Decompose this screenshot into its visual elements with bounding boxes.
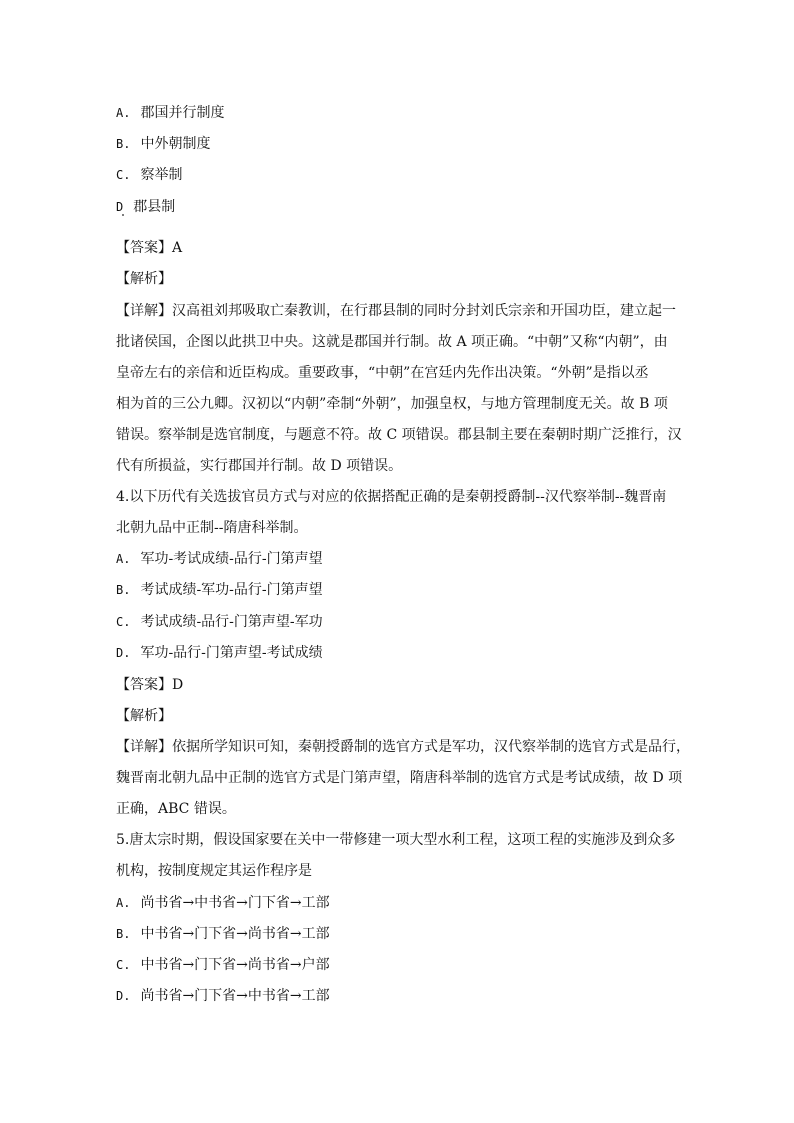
q5-stem-line: 机构，按制度规定其运作程序是 (116, 863, 312, 879)
q3-option-c: C. 察举制 (116, 167, 183, 183)
q3-detail-line: 代有所损益，实行郡国并行制。故 D 项错误。 (116, 458, 403, 474)
q3-option-a: A. 郡国并行制度 (116, 105, 225, 121)
q4-option-c: C. 考试成绩-品行-门第声望-军功 (116, 614, 323, 630)
q3-answer: 【答案】A (116, 240, 183, 256)
q3-detail-line: 【详解】汉高祖刘邦吸取亡秦教训，在行郡县制的同时分封刘氏宗亲和开国功臣，建立起一 (116, 303, 676, 319)
q4-option-b: B. 考试成绩-军功-品行-门第声望 (116, 582, 323, 598)
q4-detail-line: 【详解】依据所学知识可知，秦朝授爵制的选官方式是军功，汉代察举制的选官方式是品行， (116, 739, 690, 755)
q5-option-d: D. 尚书省→门下省→中书省→工部 (116, 988, 330, 1004)
q4-detail-line: 正确，ABC 错误。 (116, 801, 236, 817)
q3-detail-line: 批诸侯国，企图以此拱卫中央。这就是郡国并行制。故 A 项正确。“中朝”又称“内朝”，由 (116, 334, 668, 350)
q4-option-a: A. 军功-考试成绩-品行-门第声望 (116, 551, 323, 567)
q4-stem-line: 4.以下历代有关选拔官员方式与对应的依据搭配正确的是秦朝授爵制--汉代察举制--魏晋南 (116, 489, 667, 505)
q3-analysis-label: 【解析】 (116, 271, 172, 287)
q5-option-c: C. 中书省→门下省→尚书省→户部 (116, 957, 330, 973)
q4-answer: 【答案】D (116, 677, 184, 693)
q5-option-a: A. 尚书省→中书省→门下省→工部 (116, 895, 330, 911)
q5-stem-line: 5.唐太宗时期，假设国家要在关中一带修建一项大型水利工程，这项工程的实施涉及到众多 (116, 832, 676, 848)
q4-stem-line: 北朝九品中正制--隋唐科举制。 (116, 520, 308, 536)
q4-analysis-label: 【解析】 (116, 708, 172, 724)
stray-dot (122, 214, 124, 216)
q4-detail-line: 魏晋南北朝九品中正制的选官方式是门第声望，隋唐科举制的选官方式是考试成绩，故 D 项 (116, 770, 683, 786)
q3-option-d: D 郡县制 (116, 199, 176, 215)
q4-option-d: D. 军功-品行-门第声望-考试成绩 (116, 645, 323, 661)
q3-option-b: B. 中外朝制度 (116, 136, 211, 152)
q3-detail-line: 错误。察举制是选官制度，与题意不符。故 C 项错误。郡县制主要在秦朝时期广泛推行，汉 (116, 427, 682, 443)
q3-detail-line: 皇帝左右的亲信和近臣构成。重要政事，“中朝”在宫廷内先作出决策。“外朝”是指以丞 (116, 365, 649, 381)
q3-detail-line: 相为首的三公九卿。汉初以“内朝”牵制“外朝”，加强皇权，与地方管理制度无关。故 B 项 (116, 396, 668, 412)
q5-option-b: B. 中书省→门下省→尚书省→工部 (116, 926, 330, 942)
